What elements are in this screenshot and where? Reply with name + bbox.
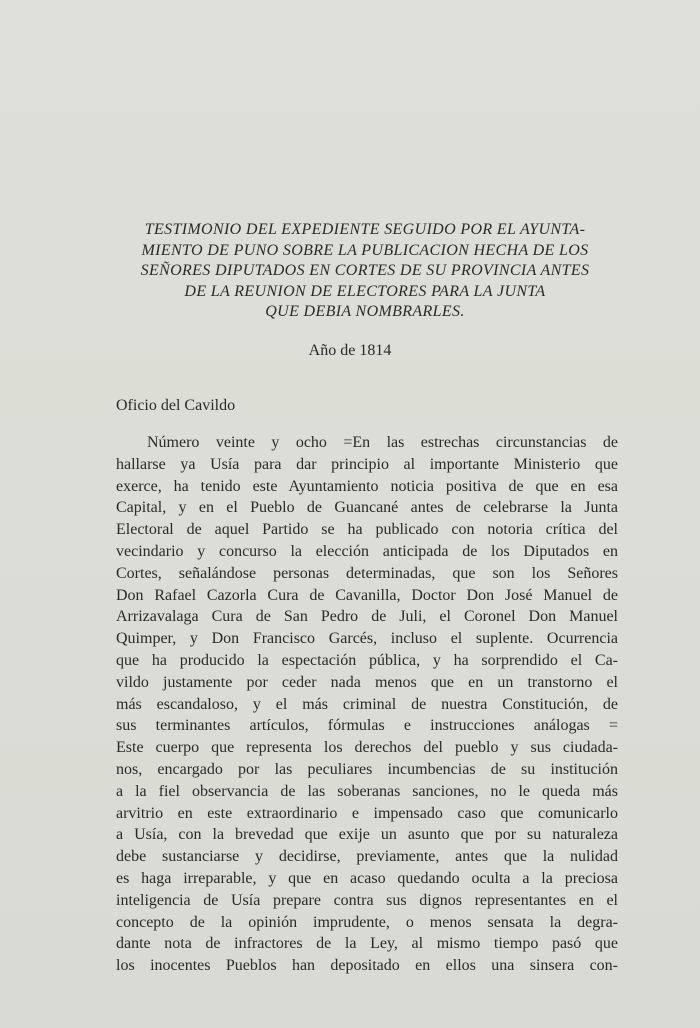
body-line: sus terminantes artículos, fórmulas e instrucciones análogas = [116, 717, 618, 735]
body-text [116, 432, 618, 977]
body-line: nos, encargado por las peculiares incumbencias de su institución [116, 760, 618, 778]
body-line: a la fiel observancia de las soberanas sanciones, no le queda más [116, 782, 618, 800]
body-line: Cortes, señalándose personas determinadas, que son los Señores [116, 564, 618, 582]
body-line: Don Rafael Cazorla Cura de Cavanilla, Doctor Don José Manuel de [116, 586, 618, 604]
body-line: exerce, ha tenido este Ayuntamiento noticia positiva de que en esa [116, 477, 618, 495]
body-line: los inocentes Pueblos han depositado en ellos una sinsera con- [116, 957, 618, 975]
body-line: es haga irreparable, y que en acaso quedando oculta a la preciosa [116, 869, 618, 887]
body-line: hallarse ya Usía para dar principio al importante Ministerio que [116, 455, 618, 473]
body-line: inteligencia de Usía prepare contra sus dignos representantes en el [116, 891, 618, 909]
body-line: debe sustanciarse y decidirse, previamente, antes que la nulidad [116, 848, 618, 866]
body-line: a Usía, con la brevedad que exije un asunto que por su naturaleza [116, 826, 618, 844]
body-line: Este cuerpo que representa los derechos del pueblo y sus ciudada- [116, 739, 618, 757]
body-line: Quimper, y Don Francisco Garcés, incluso el suplente. Ocurrencia [116, 630, 618, 648]
body-line: arvitrio en este extraordinario e impensado caso que comunicarlo [116, 804, 618, 822]
section-heading: Oficio del Cavildo [116, 397, 236, 414]
body-line: dante nota de infractores de la Ley, al mismo tiempo pasó que [116, 935, 618, 953]
document-title: TESTIMONIO DEL EXPEDIENTE SEGUIDO POR EL AYUNTA- MIENTO DE PUNO SOBRE LA PUBLICACION HECHA DE LOS SEÑORES DIPUTADOS EN CORTES DE SU PROVINCIA ANTES DE LA REUNION DE ELECTORES PARA LA JUNTA QUE DEBIA NOMBRARLES. [140, 221, 590, 321]
document-year: Año de 1814 [308, 342, 392, 359]
body-line: más escandaloso, y el más criminal de nuestra Constitución, de [116, 695, 618, 713]
body-line: vecindario y concurso la elección anticipada de los Diputados en [116, 542, 618, 560]
body-line: Capital, y en el Pueblo de Guancané antes de celebrarse la Junta [116, 499, 618, 517]
body-line: Arrizavalaga Cura de San Pedro de Juli, el Coronel Don Manuel [116, 608, 618, 626]
body-line: Número veinte y ocho =En las estrechas circunstancias de [147, 434, 618, 451]
body-line: concepto de la opinión imprudente, o menos sensata la degra- [116, 913, 618, 931]
body-line: que ha producido la espectación pública, y ha sorprendido el Ca- [116, 651, 618, 669]
body-line: Electoral de aquel Partido se ha publicado con notoria crítica del [116, 521, 618, 539]
body-line: vildo justamente por ceder nada menos que en un transtorno el [116, 673, 618, 691]
